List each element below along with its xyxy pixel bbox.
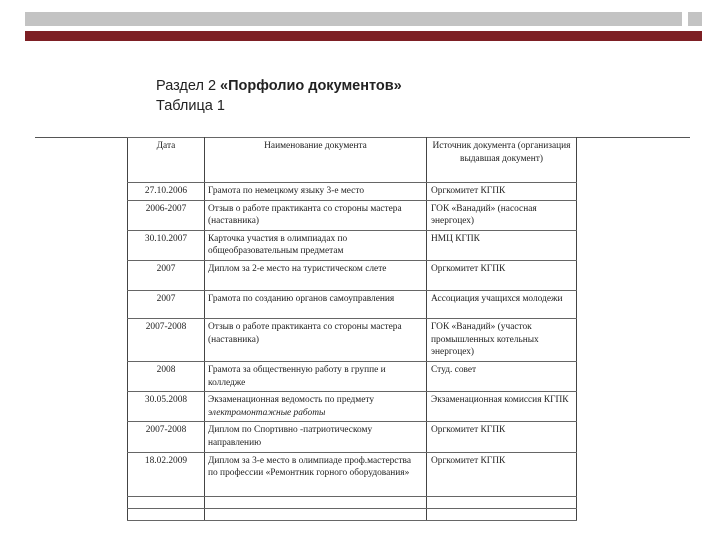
cell-name: Грамота по немецкому языку 3-е место <box>205 183 427 201</box>
header-document-name: Наименование документа <box>205 138 427 183</box>
table-row <box>128 452 577 496</box>
cell-source: Оргкомитет КГПК <box>427 183 577 201</box>
cell-date: 2007 <box>128 290 205 318</box>
cell-date <box>128 508 205 520</box>
cell-date: 2008 <box>128 361 205 391</box>
cell-date: 2007 <box>128 260 205 290</box>
table-row <box>128 260 577 290</box>
red-decorative-bar <box>25 31 702 41</box>
cell-date: 18.02.2009 <box>128 452 205 496</box>
cell-name-text: Экзаменационная ведомость по предмету <box>208 395 375 406</box>
cell-name-italic: электромонтажные работы <box>208 407 326 418</box>
cell-source: ГОК «Ванадий» (участок промышленных котельных энергоцех) <box>427 318 577 361</box>
table-row <box>128 200 577 230</box>
cell-name: Грамота за общественную работу в группе и колледже <box>205 361 427 391</box>
cell-name: Карточка участия в олимпиадах по общеобразовательным предметам <box>205 230 427 260</box>
slide-heading <box>156 76 402 116</box>
cell-source: Оргкомитет КГПК <box>427 452 577 496</box>
table-row <box>128 422 577 452</box>
cell-name: Отзыв о работе практиканта со стороны мастера (наставника) <box>205 318 427 361</box>
top-decorative-square <box>688 12 702 26</box>
cell-name: Диплом за 2-е место на туристическом слете <box>205 260 427 290</box>
table-row <box>128 318 577 361</box>
cell-source <box>427 508 577 520</box>
table-row <box>128 290 577 318</box>
table-caption: Таблица 1 <box>156 98 225 114</box>
cell-name <box>205 496 427 508</box>
cell-date: 2006-2007 <box>128 200 205 230</box>
table-row <box>128 361 577 391</box>
cell-name: Отзыв о работе практиканта со стороны мастера (наставника) <box>205 200 427 230</box>
cell-name: Грамота по созданию органов самоуправления <box>205 290 427 318</box>
table-row-empty <box>128 496 577 508</box>
cell-date: 2007-2008 <box>128 318 205 361</box>
cell-date: 30.05.2008 <box>128 392 205 422</box>
portfolio-table <box>127 137 577 521</box>
cell-source: ГОК «Ванадий» (насосная энергоцех) <box>427 200 577 230</box>
cell-date: 2007-2008 <box>128 422 205 452</box>
cell-source: Экзаменационная комиссия КГПК <box>427 392 577 422</box>
cell-date: 27.10.2006 <box>128 183 205 201</box>
top-decorative-bar <box>25 12 682 26</box>
header-date: Дата <box>128 138 205 183</box>
cell-date <box>128 496 205 508</box>
table-row <box>128 183 577 201</box>
table-row <box>128 392 577 422</box>
cell-name: Диплом за 3-е место в олимпиаде проф.мастерства по профессии «Ремонтник горного оборудования» <box>205 452 427 496</box>
table-row-empty <box>128 508 577 520</box>
cell-source: Студ. совет <box>427 361 577 391</box>
section-title: Раздел 2 «Порфолио документов» <box>156 78 402 94</box>
cell-source: Ассоциация учащихся молодежи <box>427 290 577 318</box>
cell-source: НМЦ КГПК <box>427 230 577 260</box>
table-header-row <box>128 138 577 183</box>
cell-name <box>205 508 427 520</box>
cell-name <box>205 392 427 422</box>
cell-source: Оргкомитет КГПК <box>427 422 577 452</box>
header-document-source: Источник документа (организация выдавшая документ) <box>427 138 577 183</box>
table-row <box>128 230 577 260</box>
cell-source: Оргкомитет КГПК <box>427 260 577 290</box>
cell-date: 30.10.2007 <box>128 230 205 260</box>
cell-source <box>427 496 577 508</box>
cell-name: Диплом по Спортивно -патриотическому направлению <box>205 422 427 452</box>
